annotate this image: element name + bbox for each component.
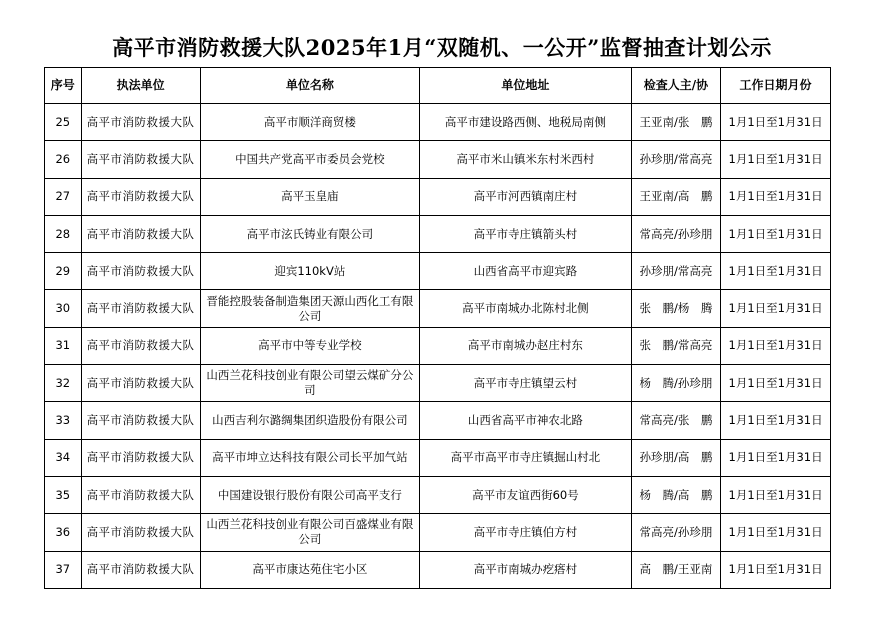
cell-work-date: 1月1日至1月31日 — [721, 551, 831, 588]
cell-inspectors: 杨 腾/孙珍朋 — [631, 365, 720, 402]
cell-inspectors: 常高亮/张 鹏 — [631, 402, 720, 439]
table-row — [45, 290, 831, 327]
cell-unit-address: 高平市高平市寺庄镇掘山村北 — [420, 439, 631, 476]
cell-enforcement-unit: 高平市消防救援大队 — [81, 104, 200, 141]
table-row — [45, 253, 831, 290]
cell-enforcement-unit: 高平市消防救援大队 — [81, 290, 200, 327]
cell-work-date: 1月1日至1月31日 — [721, 104, 831, 141]
cell-inspectors: 常高亮/孙珍朋 — [631, 514, 720, 551]
cell-unit-name: 高平市顺洋商贸楼 — [200, 104, 420, 141]
cell-enforcement-unit: 高平市消防救援大队 — [81, 327, 200, 364]
header-serial-no: 序号 — [45, 68, 82, 104]
document-title: 高平市消防救援大队2025年1月“双随机、一公开”监督抽查计划公示 — [112, 35, 772, 60]
cell-unit-address: 高平市米山镇米东村米西村 — [420, 141, 631, 178]
header-inspectors: 检查人主/协 — [631, 68, 720, 104]
table-row — [45, 402, 831, 439]
cell-serial-no: 32 — [45, 365, 82, 402]
cell-inspectors: 孙珍朋/常高亮 — [631, 141, 720, 178]
cell-unit-name: 晋能控股装备制造集团天源山西化工有限公司 — [200, 290, 420, 327]
cell-inspectors: 张 鹏/常高亮 — [631, 327, 720, 364]
cell-enforcement-unit: 高平市消防救援大队 — [81, 402, 200, 439]
table-body — [45, 104, 831, 589]
cell-unit-name: 迎宾110kV站 — [200, 253, 420, 290]
cell-serial-no: 35 — [45, 476, 82, 513]
cell-work-date: 1月1日至1月31日 — [721, 476, 831, 513]
table-row — [45, 439, 831, 476]
cell-serial-no: 30 — [45, 290, 82, 327]
table-row — [45, 365, 831, 402]
header-enforcement-unit: 执法单位 — [81, 68, 200, 104]
cell-unit-address: 高平市南城办赵庄村东 — [420, 327, 631, 364]
cell-unit-name: 高平市中等专业学校 — [200, 327, 420, 364]
cell-work-date: 1月1日至1月31日 — [721, 253, 831, 290]
cell-serial-no: 33 — [45, 402, 82, 439]
cell-unit-address: 高平市寺庄镇伯方村 — [420, 514, 631, 551]
cell-work-date: 1月1日至1月31日 — [721, 439, 831, 476]
cell-unit-name: 高平玉皇庙 — [200, 178, 420, 215]
table-row — [45, 514, 831, 551]
cell-unit-address: 高平市南城办北陈村北侧 — [420, 290, 631, 327]
cell-serial-no: 27 — [45, 178, 82, 215]
cell-inspectors: 高 鹏/王亚南 — [631, 551, 720, 588]
table-row — [45, 551, 831, 588]
cell-enforcement-unit: 高平市消防救援大队 — [81, 215, 200, 252]
cell-work-date: 1月1日至1月31日 — [721, 290, 831, 327]
cell-unit-name: 中国共产党高平市委员会党校 — [200, 141, 420, 178]
table-row — [45, 104, 831, 141]
cell-serial-no: 34 — [45, 439, 82, 476]
cell-work-date: 1月1日至1月31日 — [721, 402, 831, 439]
cell-work-date: 1月1日至1月31日 — [721, 178, 831, 215]
cell-inspectors: 王亚南/张 鹏 — [631, 104, 720, 141]
cell-serial-no: 29 — [45, 253, 82, 290]
cell-unit-name: 山西兰花科技创业有限公司百盛煤业有限公司 — [200, 514, 420, 551]
cell-inspectors: 张 鹏/杨 腾 — [631, 290, 720, 327]
table-row — [45, 327, 831, 364]
cell-unit-name: 高平市坤立达科技有限公司长平加气站 — [200, 439, 420, 476]
cell-inspectors: 杨 腾/高 鹏 — [631, 476, 720, 513]
cell-unit-name: 高平市康达苑住宅小区 — [200, 551, 420, 588]
cell-unit-address: 山西省高平市神农北路 — [420, 402, 631, 439]
cell-work-date: 1月1日至1月31日 — [721, 215, 831, 252]
cell-enforcement-unit: 高平市消防救援大队 — [81, 365, 200, 402]
table-row — [45, 215, 831, 252]
header-work-date: 工作日期月份 — [721, 68, 831, 104]
cell-serial-no: 36 — [45, 514, 82, 551]
cell-work-date: 1月1日至1月31日 — [721, 327, 831, 364]
header-unit-address: 单位地址 — [420, 68, 631, 104]
table-row — [45, 141, 831, 178]
cell-unit-address: 高平市寺庄镇望云村 — [420, 365, 631, 402]
cell-inspectors: 王亚南/高 鹏 — [631, 178, 720, 215]
cell-enforcement-unit: 高平市消防救援大队 — [81, 476, 200, 513]
cell-serial-no: 28 — [45, 215, 82, 252]
cell-unit-address: 山西省高平市迎宾路 — [420, 253, 631, 290]
cell-unit-name: 山西吉利尔潞绸集团织造股份有限公司 — [200, 402, 420, 439]
cell-inspectors: 孙珍朋/常高亮 — [631, 253, 720, 290]
inspection-plan-table — [44, 67, 831, 589]
cell-unit-name: 高平市泫氏铸业有限公司 — [200, 215, 420, 252]
cell-enforcement-unit: 高平市消防救援大队 — [81, 439, 200, 476]
cell-unit-address: 高平市友谊西街60号 — [420, 476, 631, 513]
cell-enforcement-unit: 高平市消防救援大队 — [81, 141, 200, 178]
table-row — [45, 178, 831, 215]
cell-enforcement-unit: 高平市消防救援大队 — [81, 551, 200, 588]
cell-unit-address: 高平市南城办疙瘩村 — [420, 551, 631, 588]
cell-serial-no: 31 — [45, 327, 82, 364]
cell-unit-name: 中国建设银行股份有限公司高平支行 — [200, 476, 420, 513]
cell-serial-no: 26 — [45, 141, 82, 178]
cell-unit-address: 高平市河西镇南庄村 — [420, 178, 631, 215]
cell-inspectors: 常高亮/孙珍朋 — [631, 215, 720, 252]
cell-inspectors: 孙珍朋/高 鹏 — [631, 439, 720, 476]
cell-unit-address: 高平市寺庄镇箭头村 — [420, 215, 631, 252]
cell-serial-no: 25 — [45, 104, 82, 141]
cell-enforcement-unit: 高平市消防救援大队 — [81, 514, 200, 551]
table-header-row — [45, 68, 831, 104]
cell-work-date: 1月1日至1月31日 — [721, 141, 831, 178]
cell-unit-address: 高平市建设路西侧、地税局南侧 — [420, 104, 631, 141]
cell-serial-no: 37 — [45, 551, 82, 588]
header-unit-name: 单位名称 — [200, 68, 420, 104]
table-row — [45, 476, 831, 513]
cell-unit-name: 山西兰花科技创业有限公司望云煤矿分公司 — [200, 365, 420, 402]
cell-enforcement-unit: 高平市消防救援大队 — [81, 178, 200, 215]
cell-work-date: 1月1日至1月31日 — [721, 514, 831, 551]
cell-work-date: 1月1日至1月31日 — [721, 365, 831, 402]
cell-enforcement-unit: 高平市消防救援大队 — [81, 253, 200, 290]
